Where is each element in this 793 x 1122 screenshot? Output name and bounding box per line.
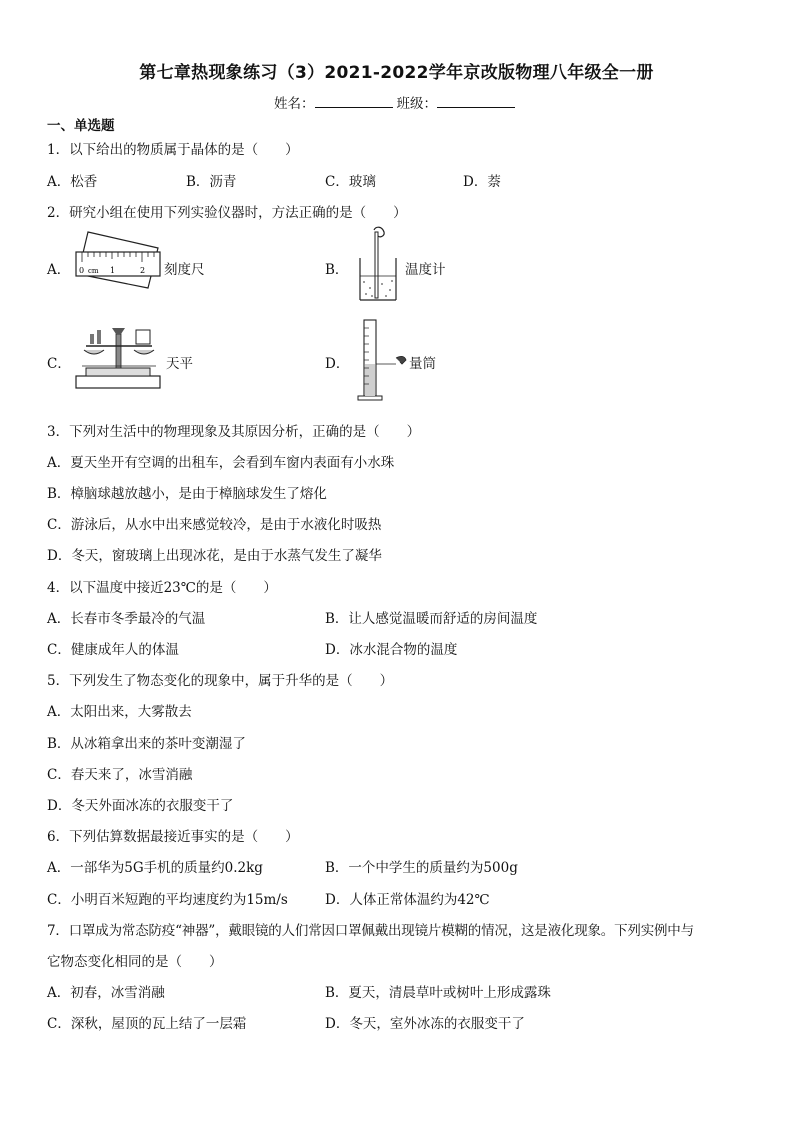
q1-option-c: C．玻璃: [325, 174, 376, 190]
q6-option-b: B．一个中学生的质量约为500g: [325, 860, 518, 876]
question-3-stem: 3．下列对生活中的物理现象及其原因分析，正确的是（ ）: [47, 424, 421, 440]
q4-option-d: D．冰水混合物的温度: [325, 642, 458, 658]
balance-image-icon: [72, 320, 166, 394]
ruler-mark-0: 0: [79, 266, 85, 275]
name-label: 姓名：: [274, 96, 315, 112]
q2-option-c: C．: [47, 356, 71, 372]
class-label: 班级：: [396, 96, 437, 112]
q3-option-b: B．樟脑球越放越小，是由于樟脑球发生了熔化: [47, 486, 327, 502]
ruler-mark-cm: cm: [88, 267, 99, 275]
q2-label-ruler: 刻度尺: [164, 262, 205, 278]
q3-option-d: D．冬天，窗玻璃上出现冰花，是由于水蒸气发生了凝华: [47, 548, 382, 564]
q2-option-a: A．: [47, 262, 71, 278]
q5-option-c: C．春天来了，冰雪消融: [47, 767, 193, 783]
q7-option-a: A．初春，冰雪消融: [47, 985, 165, 1001]
q2-option-d: D．: [325, 356, 350, 372]
q3-option-a: A．夏天坐开有空调的出租车，会看到车窗内表面有小水珠: [47, 455, 395, 471]
q7-option-d: D．冬天，室外冰冻的衣服变干了: [325, 1016, 525, 1032]
q6-option-d: D．人体正常体温约为42℃: [325, 892, 490, 908]
name-blank: [315, 95, 393, 108]
name-class-line: [0, 92, 793, 112]
question-4-stem: 4．以下温度中接近23℃的是（ ）: [47, 580, 277, 596]
q3-option-c: C．游泳后，从水中出来感觉较冷，是由于水液化时吸热: [47, 517, 382, 533]
question-1-stem: 1．以下给出的物质属于晶体的是（ ）: [47, 142, 299, 158]
ruler-image-icon: [72, 228, 164, 290]
q5-option-d: D．冬天外面冰冻的衣服变干了: [47, 798, 234, 814]
class-blank: [437, 95, 515, 108]
q6-option-c: C．小明百米短跑的平均速度约为15m/s: [47, 892, 288, 908]
q7-option-c: C．深秋，屋顶的瓦上结了一层霜: [47, 1016, 247, 1032]
q2-option-b: B．: [325, 262, 349, 278]
question-5-stem: 5．下列发生了物态变化的现象中，属于升华的是（ ）: [47, 673, 394, 689]
thermometer-image-icon: [352, 226, 404, 304]
ruler-mark-2: 2: [140, 266, 146, 275]
question-2-stem: 2．研究小组在使用下列实验仪器时，方法正确的是（ ）: [47, 205, 407, 221]
q6-option-a: A．一部华为5G手机的质量约0.2kg: [47, 860, 263, 876]
q1-option-a: A．松香: [47, 174, 98, 190]
q4-option-c: C．健康成年人的体温: [47, 642, 179, 658]
q4-option-b: B．让人感觉温暖而舒适的房间温度: [325, 611, 538, 627]
question-7-stem-line2: 它物态变化相同的是（ ）: [47, 954, 223, 970]
q7-option-b: B．夏天，清晨草叶或树叶上形成露珠: [325, 985, 551, 1001]
q2-label-thermometer: 温度计: [405, 262, 446, 278]
q2-label-balance: 天平: [166, 356, 193, 372]
q1-option-d: D．萘: [463, 174, 501, 190]
q2-label-cylinder: 量筒: [409, 356, 436, 372]
q5-option-b: B．从冰箱拿出来的茶叶变潮湿了: [47, 736, 246, 752]
ruler-mark-1: 1: [110, 266, 116, 275]
page-title: 第七章热现象练习（3）2021-2022学年京改版物理八年级全一册: [139, 63, 654, 83]
cylinder-image-icon: [352, 318, 412, 402]
question-7-stem-line1: 7．口罩成为常态防疫“神器”，戴眼镜的人们常因口罩佩戴出现镜片模糊的情况，这是液化现象。下列实例中与: [47, 923, 694, 939]
q5-option-a: A．太阳出来，大雾散去: [47, 704, 192, 720]
question-6-stem: 6．下列估算数据最接近事实的是（ ）: [47, 829, 299, 845]
section-heading: 一、单选题: [47, 118, 115, 134]
q1-option-b: B．沥青: [186, 174, 237, 190]
q4-option-a: A．长春市冬季最冷的气温: [47, 611, 206, 627]
